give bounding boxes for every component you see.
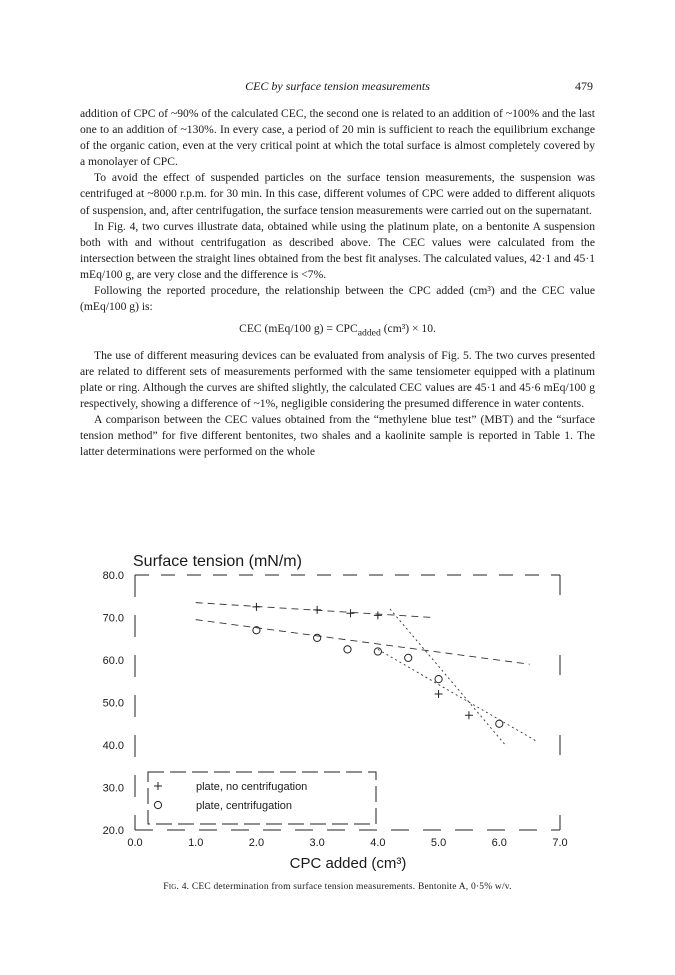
data-point (252, 603, 260, 611)
fit-line (390, 609, 505, 745)
fit-line (378, 649, 536, 740)
legend-marker (154, 782, 162, 790)
data-points (252, 603, 502, 727)
x-axis-label: CPC added (cm³) (289, 855, 407, 872)
data-point (435, 676, 442, 683)
legend-label: plate, centrifugation (196, 800, 293, 812)
data-point (496, 720, 503, 727)
x-tick-label: 5.0 (430, 837, 447, 849)
caption-text: CEC determination from surface tension measurements. Bentonite A, 0·5% w/v. (191, 882, 512, 892)
chart-title: Surface tension (mN/m) (133, 553, 302, 570)
data-point (374, 611, 382, 619)
paragraph: In Fig. 4, two curves illustrate data, obtained while using the platinum plate, on a bentonite A suspension both with and without centrifugation as described above. The CEC values were calculated from the intersection between the straight lines obtained from the best fit analyses. The calculated values, 42·1 and 45·1 mEq/100 g, are very close and the difference is <7%. (80, 219, 595, 281)
figure-4 (0, 540, 675, 900)
x-tick-label: 6.0 (491, 837, 507, 849)
data-point (374, 648, 381, 655)
equation-lhs: CEC (mEq/100 g) = CPC (239, 322, 358, 336)
fit-line (196, 620, 530, 665)
y-tick-label: 60.0 (102, 655, 124, 667)
x-tick-labels (127, 837, 567, 849)
fit-lines (196, 603, 536, 745)
running-title: CEC by surface tension measurements (245, 79, 430, 93)
legend-label: plate, no centrifugation (196, 781, 308, 793)
legend-box (148, 772, 376, 824)
data-point (313, 606, 321, 614)
caption-label: Fig. 4. (163, 882, 190, 892)
equation (80, 321, 595, 341)
x-tick-label: 1.0 (188, 837, 204, 849)
y-tick-label: 40.0 (102, 740, 124, 752)
data-point (344, 646, 351, 653)
data-point (347, 609, 355, 617)
legend (148, 772, 376, 824)
equation-subscript: added (357, 327, 381, 339)
y-tick-label: 80.0 (102, 570, 124, 582)
data-point (465, 711, 473, 719)
chart (0, 540, 675, 900)
paragraph: The use of different measuring devices can be evaluated from analysis of Fig. 5. The two curves presented are related to different sets of measurements performed with the same tensiometer equipped with a platinum plate or ring. Although the curves are shifted slightly, the calculated CEC values are 45·1 and 45·6 mEq/100 g respectively, showing a difference of ~1%, negligible considering the presumed difference in water contents. (80, 348, 595, 410)
y-tick-label: 30.0 (102, 782, 124, 795)
data-point (435, 690, 443, 698)
paragraph: addition of CPC of ~90% of the calculated CEC, the second one is related to an addition of ~100% and the last one to an addition of ~130%. In every case, a period of 20 min is sufficient to reach the equilibrium exchange of the organic cation, even at the very critical point at which the total surface is almost completely covered by a monolayer of CPC. (80, 107, 595, 169)
x-tick-label: 3.0 (309, 837, 325, 849)
y-tick-labels (103, 570, 124, 837)
data-point (314, 634, 321, 641)
x-tick-label: 4.0 (370, 837, 386, 849)
paragraph: To avoid the effect of suspended particles on the surface tension measurements, the suspension was centrifuged at ~8000 r.p.m. for 30 min. In this case, different volumes of CPC were added to different aliquots of suspension, and, after centrifugation, the surface tension measurements were carried out on the supernatant. (80, 171, 595, 217)
body-text (80, 106, 595, 460)
running-header (0, 79, 675, 97)
data-point (405, 654, 412, 661)
y-tick-label: 50.0 (102, 697, 124, 710)
x-tick-label: 0.0 (127, 837, 143, 849)
equation-rhs: (cm³) × 10. (380, 322, 436, 336)
y-tick-label: 70.0 (102, 612, 124, 625)
legend-marker (154, 801, 161, 808)
paragraph: A comparison between the CEC values obtained from the “methylene blue test” (MBT) and the “surface tension method” for five different bentonites, two shales and a kaolinite sample is reported in Table 1. The latter determinations were performed on the whole (80, 413, 595, 459)
paragraph: Following the reported procedure, the relationship between the CPC added (cm³) and the CEC value (mEq/100 g) is: (80, 284, 595, 314)
figure-caption (0, 882, 675, 892)
x-tick-label: 2.0 (248, 837, 265, 849)
y-tick-label: 20.0 (102, 825, 124, 837)
page-number: 479 (575, 79, 593, 93)
x-tick-label: 7.0 (552, 837, 568, 849)
